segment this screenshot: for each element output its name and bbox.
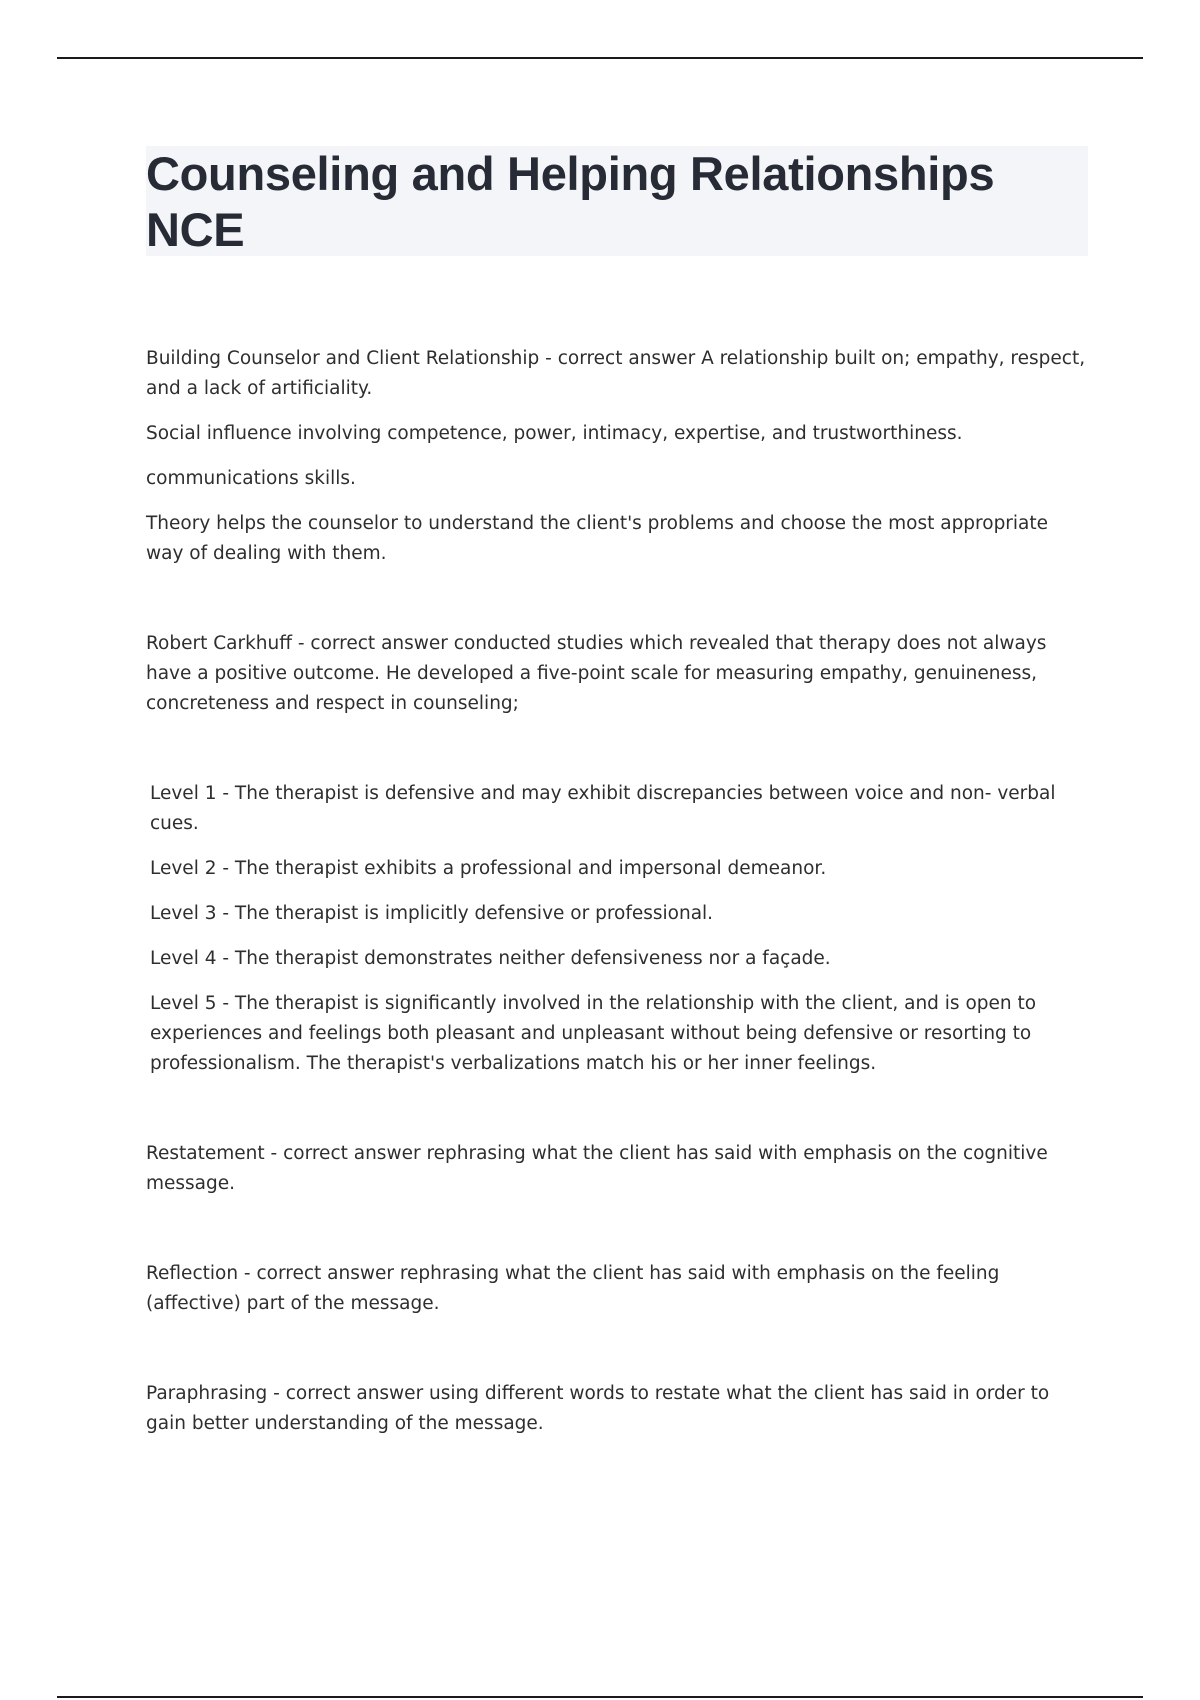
paragraph-communication: communications skills. — [146, 468, 356, 489]
paragraph-relationship: Building Counselor and Client Relationship - correct answer A relationship built on; empathy, respect, and a lack of artificiality. — [146, 348, 1086, 399]
list-item-level-2: Level 2 - The therapist exhibits a professional and impersonal demeanor. — [150, 858, 827, 879]
paragraph-paraphrasing: Paraphrasing - correct answer using different words to restate what the client has said in order to gain better understanding of the message. — [146, 1383, 1050, 1434]
paragraph-carkhuff: Robert Carkhuff - correct answer conducted studies which revealed that therapy does not always have a positive outcome. He developed a five-point scale for measuring empathy, genuineness, concreteness and respect in counseling; — [146, 633, 1047, 714]
paragraph-restatement: Restatement - correct answer rephrasing what the client has said with emphasis on the cognitive message. — [146, 1143, 1048, 1194]
document-body — [146, 344, 1090, 1439]
top-rule — [57, 57, 1143, 59]
list-item-level-1: Level 1 - The therapist is defensive and may exhibit discrepancies between voice and non- verbal cues. — [150, 783, 1056, 834]
paragraph-theory: Theory helps the counselor to understand the client's problems and choose the most appropriate way of dealing with them. — [146, 513, 1049, 564]
list-item-level-4: Level 4 - The therapist demonstrates neither defensiveness nor a façade. — [150, 948, 831, 969]
list-item-level-3: Level 3 - The therapist is implicitly defensive or professional. — [150, 903, 714, 924]
document-title: Counseling and Helping Relationships NCE — [146, 147, 995, 256]
paragraph-reflection: Reflection - correct answer rephrasing what the client has said with emphasis on the feeling (affective) part of the message. — [146, 1263, 1000, 1314]
list-item-level-5: Level 5 - The therapist is significantly involved in the relationship with the client, and is open to experiences and feelings both pleasant and unpleasant without being defensive or resorting to professionalism. The therapist's verbalizations match his or her inner feelings. — [150, 993, 1037, 1074]
title-banner — [146, 146, 1088, 256]
paragraph-social-influence: Social influence involving competence, power, intimacy, expertise, and trustworthiness. — [146, 423, 963, 444]
bottom-rule — [57, 1696, 1143, 1698]
